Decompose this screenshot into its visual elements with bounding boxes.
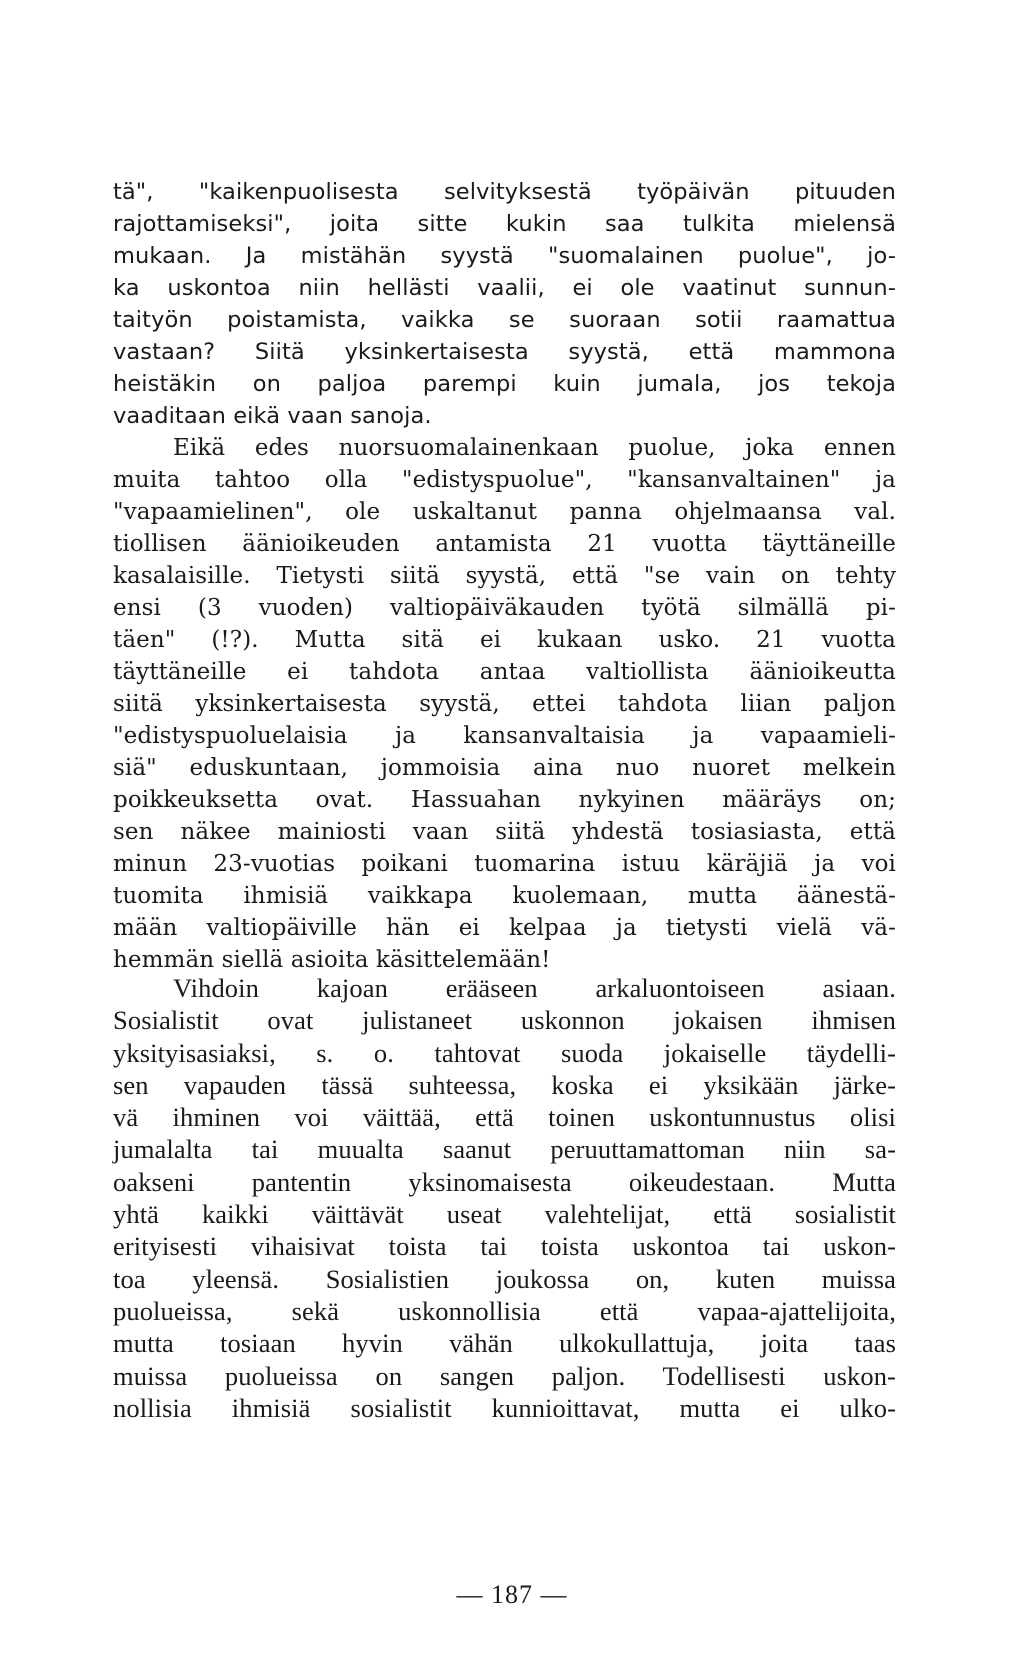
text-line: mään valtiopäiville hän ei kelpaa ja tietysti vielä vä- [113,915,896,941]
text-line: Sosialistit ovat julistaneet uskonnon jokaisen ihmisen [113,1005,896,1036]
text-line: rajottamiseksi", joita sitte kukin saa tulkita mielensä [113,211,896,237]
text-line: täen" (!?). Mutta sitä ei kukaan usko. 21 vuotta [113,627,896,653]
text-line: tä", "kaikenpuolisesta selvityksestä työpäivän pituuden [113,179,896,205]
text-line: sen vapauden tässä suhteessa, koska ei yksikään järke- [113,1069,896,1100]
text-line: Eikä edes nuorsuomalainenkaan puolue, joka ennen [173,435,896,461]
text-line: mukaan. Ja mistähän syystä "suomalainen puolue", jo- [113,243,896,269]
text-line: Vihdoin kajoan erääseen arkaluontoiseen asiaan. [173,973,896,1003]
text-line: tiollisen äänioikeuden antamista 21 vuotta täyttäneille [113,531,896,557]
text-column-upper [113,176,896,976]
text-line: minun 23-vuotias poikani tuomarina istuu käräjiä ja voi [113,851,896,877]
text-line: "edistyspuoluelaisia ja kansanvaltaisia ja vapaamieli- [113,723,896,749]
text-line: yhtä kaikki väittävät useat valehtelijat, että sosialistit [113,1199,896,1230]
text-line: vastaan? Siitä yksinkertaisesta syystä, että mammona [113,339,896,365]
text-line: ensi (3 vuoden) valtiopäiväkauden työtä silmällä pi- [113,595,896,621]
text-line: nollisia ihmisiä sosialistit kunnioittavat, mutta ei ulko- [113,1392,896,1423]
text-line: jumalalta tai muualta saanut peruuttamattoman niin sa- [113,1134,896,1165]
text-line: taityön poistamista, vaikka se suoraan sotii raamattua [113,307,896,333]
text-line: vaaditaan eikä vaan sanoja. [113,403,432,429]
text-line: hemmän siellä asioita käsittelemään! [113,947,551,973]
text-line: ka uskontoa niin hellästi vaalii, ei ole vaatinut sunnun- [113,275,896,301]
text-line: erityisesti vihaisivat toista tai toista uskontoa tai uskon- [113,1231,896,1262]
text-line: täyttäneille ei tahdota antaa valtiollista äänioikeutta [113,659,896,685]
text-line: kasalaisille. Tietysti siitä syystä, että "se vain on tehty [113,563,896,589]
text-line: mutta tosiaan hyvin vähän ulkokullattuja, joita taas [113,1328,896,1359]
text-line: siitä yksinkertaisesta syystä, ettei tahdota liian paljon [113,691,896,717]
text-line: poikkeuksetta ovat. Hassuahan nykyinen määräys on; [113,787,896,813]
text-line: yksityisasiaksi, s. o. tahtovat suoda jokaiselle täydelli- [113,1037,896,1068]
text-line: oakseni pantentin yksinomaisesta oikeudestaan. Mutta [113,1166,896,1197]
text-line: heistäkin on paljoa parempi kuin jumala, jos tekoja [113,371,896,397]
text-column-lower [113,972,896,1424]
text-line: "vapaamielinen", ole uskaltanut panna ohjelmaansa val. [113,499,896,525]
page-number: — 187 — [456,1580,568,1609]
text-line: siä" eduskuntaan, jommoisia aina nuo nuoret melkein [113,755,896,781]
text-line: toa yleensä. Sosialistien joukossa on, kuten muissa [113,1263,896,1294]
text-line: muita tahtoo olla "edistyspuolue", "kansanvaltainen" ja [113,467,896,493]
text-line: tuomita ihmisiä vaikkapa kuolemaan, mutta äänestä- [113,883,896,909]
text-line: vä ihminen voi väittää, että toinen uskontunnustus olisi [113,1102,896,1133]
text-line: muissa puolueissa on sangen paljon. Todellisesti uskon- [113,1360,896,1391]
text-line: sen näkee mainiosti vaan siitä yhdestä tosiasiasta, että [113,819,896,845]
text-line: puolueissa, sekä uskonnollisia että vapaa-ajattelijoita, [113,1295,896,1326]
